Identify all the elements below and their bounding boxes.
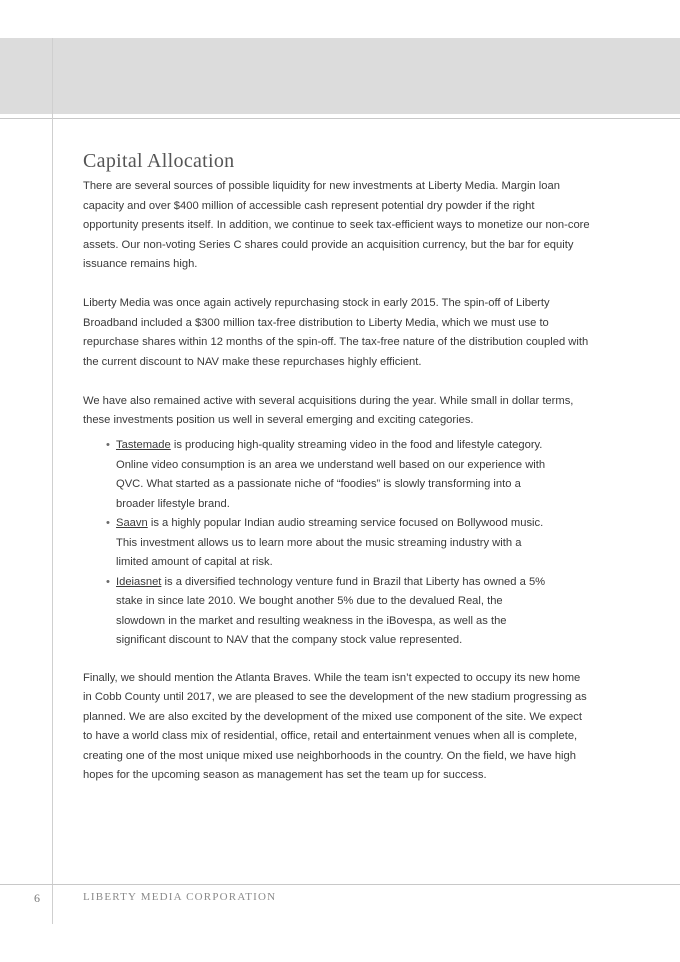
list-item — [106, 514, 546, 573]
page-number: 6 — [34, 891, 40, 905]
section-title: Capital Allocation — [83, 150, 235, 172]
bullet-icon: • — [106, 439, 110, 451]
margin-rule — [52, 38, 53, 924]
bullet-icon: • — [106, 517, 110, 529]
main-content — [83, 150, 591, 805]
list-item — [106, 436, 546, 514]
acquisitions-list — [83, 436, 546, 651]
paragraph-repurchases: Liberty Media was once again actively repurchasing stock in early 2015. The spin-off of Liberty Broadband included a $300 million tax-free distribution to Liberty Media, which we must use to repurchase shares within 12 months of the spin-off. The tax-free nature of the distribution coupled with the current discount to NAV make these repurchases highly efficient. — [83, 297, 589, 368]
paragraph-liquidity: There are several sources of possible liquidity for new investments at Liberty Media. Margin loan capacity and over $400 million of accessible cash represent potential dry powder if the right opportunity presents itself. In addition, we continue to seek tax-efficient ways to monetize our non-core assets. Our non-voting Series C shares could provide an acquisition currency, but the bar for equity issuance remains high. — [83, 180, 590, 270]
saavn-link[interactable]: Saavn — [116, 517, 148, 529]
footer-divider — [0, 884, 680, 885]
footer-brand: LIBERTY MEDIA CORPORATION — [83, 891, 277, 903]
list-item-text: is a diversified technology venture fund in Brazil that Liberty has owned a 5% stake in since late 2010. We bought another 5% due to the devalued Real, the slowdown in the market and resulting weakness in the iBovespa, as well as the significant discount to NAV that the company stock value represented. — [116, 575, 546, 646]
bullet-icon: • — [106, 575, 110, 588]
tastemade-link[interactable]: Tastemade — [116, 439, 171, 451]
paragraph-braves: Finally, we should mention the Atlanta Braves. While the team isn’t expected to occupy its new home in Cobb County until 2017, we are pleased to see the development of the new stadium progressing as planned. We are also excited by the development of the mixed use component of the site. We expect to have a world class mix of residential, office, retail and entertainment venues when all is complete, creating one of the most unique mixed use neighborhoods in the country. On the field, we have high hopes for the upcoming season as management has set the team up for success. — [83, 671, 587, 781]
list-item-text: is producing high-quality streaming video in the food and lifestyle category. Online video consumption is an area we understand well based on our experience with QVC. What started as a passionate niche of “foodies” is slowly transforming into a broader lifestyle brand. — [116, 439, 546, 510]
list-item-text: is a highly popular Indian audio streaming service focused on Bollywood music. This investment allows us to learn more about the music streaming industry with a limited amount of capital at risk. — [116, 517, 544, 568]
ideiasnet-link[interactable]: Ideiasnet — [116, 575, 162, 588]
list-item — [106, 573, 546, 651]
header-band — [0, 38, 680, 114]
paragraph-acquisitions: We have also remained active with several acquisitions during the year. While small in dollar terms, these investments position us well in several emerging and exciting categories. — [83, 394, 574, 426]
header-divider — [0, 118, 680, 119]
